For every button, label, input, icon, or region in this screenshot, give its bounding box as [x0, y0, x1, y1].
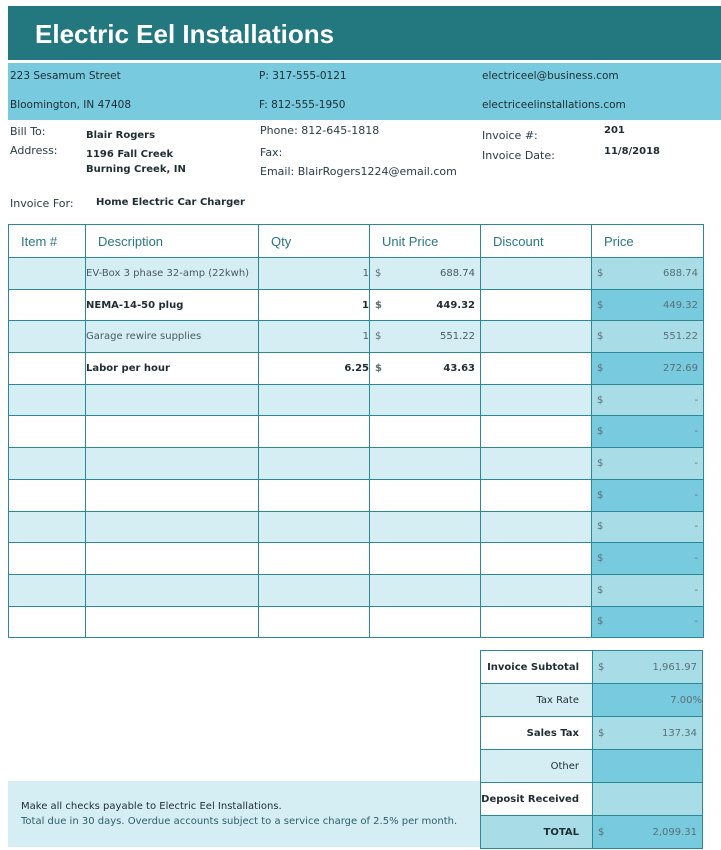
table-row — [9, 574, 704, 606]
other-row — [481, 750, 703, 783]
item-number-cell[interactable] — [9, 289, 86, 321]
description-cell[interactable]: Garage rewire supplies — [86, 321, 259, 353]
deposit-value[interactable] — [593, 783, 703, 816]
col-item-number: Item # — [9, 225, 86, 258]
invoice-date: 11/8/2018 — [604, 146, 661, 157]
table-row — [9, 353, 704, 385]
qty-cell[interactable] — [259, 543, 370, 575]
item-number-cell[interactable] — [9, 353, 86, 385]
price-value: 272.69 — [663, 362, 698, 374]
qty-cell[interactable] — [259, 606, 370, 638]
address-line2: Burning Creek, IN — [86, 164, 186, 175]
company-phone: P: 317-555-0121 — [259, 70, 347, 82]
currency-symbol: $ — [597, 457, 604, 469]
price-value: 449.32 — [663, 299, 698, 311]
summary-table — [480, 650, 703, 849]
item-number-cell[interactable] — [9, 321, 86, 353]
unit-price-cell[interactable] — [370, 479, 481, 511]
price-cell — [592, 258, 704, 290]
description-cell[interactable]: Labor per hour — [86, 353, 259, 385]
subtotal-value: 1,961.97 — [652, 661, 697, 673]
unit-price-cell[interactable] — [370, 321, 481, 353]
subtotal-row — [481, 651, 703, 684]
unit-price-value: 449.32 — [436, 299, 475, 311]
table-row — [9, 289, 704, 321]
col-unit-price: Unit Price — [370, 225, 481, 258]
deposit-label: Deposit Received — [481, 783, 593, 816]
price-cell — [592, 574, 704, 606]
qty-cell[interactable] — [259, 511, 370, 543]
currency-symbol: $ — [597, 267, 604, 279]
company-website[interactable]: electriceelinstallations.com — [482, 99, 626, 111]
currency-symbol: $ — [597, 299, 604, 311]
price-value: - — [694, 489, 698, 501]
item-number-cell[interactable] — [9, 543, 86, 575]
unit-price-cell[interactable] — [370, 448, 481, 480]
client-phone: Phone: 812-645-1818 — [260, 124, 380, 137]
payment-terms-note: Total due in 30 days. Overdue accounts subject to a service charge of 2.5% per month. — [21, 816, 458, 827]
payment-instruction: Make all checks payable to Electric Eel Installations. — [21, 801, 282, 812]
client-email: Email: BlairRogers1224@email.com — [260, 165, 457, 178]
currency-symbol: $ — [598, 727, 605, 739]
qty-cell[interactable]: 1 — [259, 258, 370, 290]
items-table — [8, 224, 704, 638]
table-row — [9, 448, 704, 480]
discount-cell[interactable] — [481, 574, 592, 606]
address-line1: 1196 Fall Creek — [86, 149, 174, 160]
bill-to-label: Bill To: — [10, 125, 46, 138]
currency-symbol: $ — [597, 521, 604, 533]
other-value[interactable] — [593, 750, 703, 783]
unit-price-cell[interactable] — [370, 511, 481, 543]
sales-tax-label: Sales Tax — [481, 717, 593, 750]
currency-symbol: $ — [597, 553, 604, 565]
currency-symbol: $ — [375, 331, 382, 343]
sales-tax-row — [481, 717, 703, 750]
description-cell[interactable] — [86, 416, 259, 448]
currency-symbol: $ — [375, 299, 382, 311]
unit-price-cell[interactable] — [370, 574, 481, 606]
total-label: TOTAL — [481, 816, 593, 849]
discount-cell[interactable] — [481, 289, 592, 321]
table-row — [9, 543, 704, 575]
unit-price-cell[interactable] — [370, 416, 481, 448]
sales-tax-value: 137.34 — [662, 727, 697, 739]
currency-symbol: $ — [597, 489, 604, 501]
currency-symbol: $ — [597, 426, 604, 438]
tax-rate-value[interactable]: 7.00% — [593, 684, 703, 717]
col-qty: Qty — [259, 225, 370, 258]
unit-price-value: 688.74 — [440, 267, 475, 279]
client-fax: Fax: — [260, 146, 283, 159]
currency-symbol: $ — [597, 362, 604, 374]
price-cell — [592, 321, 704, 353]
discount-cell[interactable] — [481, 416, 592, 448]
unit-price-cell[interactable] — [370, 289, 481, 321]
header-banner — [8, 6, 721, 60]
unit-price-cell[interactable] — [370, 353, 481, 385]
price-cell — [592, 606, 704, 638]
discount-cell[interactable] — [481, 511, 592, 543]
col-price: Price — [592, 225, 704, 258]
price-cell — [592, 353, 704, 385]
currency-symbol: $ — [597, 394, 604, 406]
total-row — [481, 816, 703, 849]
currency-symbol: $ — [375, 267, 382, 279]
deposit-row — [481, 783, 703, 816]
price-value: - — [694, 553, 698, 565]
description-cell[interactable] — [86, 448, 259, 480]
invoice-for-label: Invoice For: — [10, 197, 74, 210]
bill-to-name: Blair Rogers — [86, 130, 156, 141]
price-cell — [592, 479, 704, 511]
item-number-cell[interactable] — [9, 511, 86, 543]
total-cell — [593, 816, 703, 849]
price-value: - — [694, 457, 698, 469]
qty-cell[interactable]: 6.25 — [259, 353, 370, 385]
price-value: 688.74 — [663, 267, 698, 279]
price-value: - — [694, 394, 698, 406]
price-value: - — [694, 616, 698, 628]
item-number-cell[interactable] — [9, 258, 86, 290]
qty-cell[interactable] — [259, 448, 370, 480]
item-number-cell[interactable] — [9, 416, 86, 448]
table-row — [9, 606, 704, 638]
qty-cell[interactable]: 1 — [259, 289, 370, 321]
price-cell — [592, 543, 704, 575]
unit-price-cell[interactable] — [370, 258, 481, 290]
table-row — [9, 321, 704, 353]
items-body — [9, 258, 704, 638]
total-value: 2,099.31 — [652, 826, 697, 838]
unit-price-cell[interactable] — [370, 606, 481, 638]
company-name: Electric Eel Installations — [35, 19, 335, 49]
other-label: Other — [481, 750, 593, 783]
tax-rate-label: Tax Rate — [481, 684, 593, 717]
description-cell[interactable]: EV-Box 3 phase 32-amp (22kwh) — [86, 258, 259, 290]
description-cell[interactable] — [86, 543, 259, 575]
col-discount: Discount — [481, 225, 592, 258]
discount-cell[interactable] — [481, 479, 592, 511]
description-cell[interactable] — [86, 384, 259, 416]
price-value: - — [694, 426, 698, 438]
currency-symbol: $ — [598, 661, 605, 673]
price-cell — [592, 511, 704, 543]
subtotal-label: Invoice Subtotal — [481, 651, 593, 684]
item-number-cell[interactable] — [9, 384, 86, 416]
discount-cell[interactable] — [481, 321, 592, 353]
company-street: 223 Sesamum Street — [10, 70, 121, 82]
description-cell[interactable] — [86, 479, 259, 511]
subtotal-cell — [593, 651, 703, 684]
price-cell — [592, 416, 704, 448]
unit-price-cell[interactable] — [370, 543, 481, 575]
currency-symbol: $ — [598, 826, 605, 838]
description-cell[interactable] — [86, 606, 259, 638]
description-cell[interactable]: NEMA-14-50 plug — [86, 289, 259, 321]
discount-cell[interactable] — [481, 384, 592, 416]
discount-cell[interactable] — [481, 353, 592, 385]
item-number-cell[interactable] — [9, 479, 86, 511]
unit-price-cell[interactable] — [370, 384, 481, 416]
table-row — [9, 511, 704, 543]
items-header-row — [9, 225, 704, 258]
price-cell — [592, 289, 704, 321]
item-number-cell[interactable] — [9, 574, 86, 606]
qty-cell[interactable] — [259, 479, 370, 511]
company-email[interactable]: electriceel@business.com — [482, 70, 619, 82]
price-value: - — [694, 584, 698, 596]
discount-cell[interactable] — [481, 448, 592, 480]
currency-symbol: $ — [597, 584, 604, 596]
qty-cell[interactable] — [259, 416, 370, 448]
price-value: 551.22 — [663, 331, 698, 343]
company-fax: F: 812-555-1950 — [259, 99, 346, 111]
sales-tax-cell — [593, 717, 703, 750]
unit-price-value: 551.22 — [440, 331, 475, 343]
table-row — [9, 384, 704, 416]
qty-cell[interactable]: 1 — [259, 321, 370, 353]
table-row — [9, 258, 704, 290]
discount-cell[interactable] — [481, 606, 592, 638]
invoice-date-label: Invoice Date: — [482, 149, 555, 162]
currency-symbol: $ — [597, 331, 604, 343]
currency-symbol: $ — [597, 616, 604, 628]
item-number-cell[interactable] — [9, 448, 86, 480]
qty-cell[interactable] — [259, 574, 370, 606]
unit-price-value: 43.63 — [443, 362, 475, 374]
table-row — [9, 416, 704, 448]
description-cell[interactable] — [86, 574, 259, 606]
description-cell[interactable] — [86, 511, 259, 543]
tax-rate-row — [481, 684, 703, 717]
invoice-number-label: Invoice #: — [482, 129, 538, 142]
discount-cell[interactable] — [481, 543, 592, 575]
price-cell — [592, 384, 704, 416]
col-description: Description — [86, 225, 259, 258]
discount-cell[interactable] — [481, 258, 592, 290]
currency-symbol: $ — [375, 362, 382, 374]
price-value: - — [694, 521, 698, 533]
invoice-number: 201 — [604, 125, 625, 136]
item-number-cell[interactable] — [9, 606, 86, 638]
address-label: Address: — [10, 144, 58, 157]
price-cell — [592, 448, 704, 480]
payment-terms — [8, 781, 480, 847]
table-row — [9, 479, 704, 511]
qty-cell[interactable] — [259, 384, 370, 416]
company-city: Bloomington, IN 47408 — [10, 99, 131, 111]
invoice-for: Home Electric Car Charger — [96, 197, 245, 208]
